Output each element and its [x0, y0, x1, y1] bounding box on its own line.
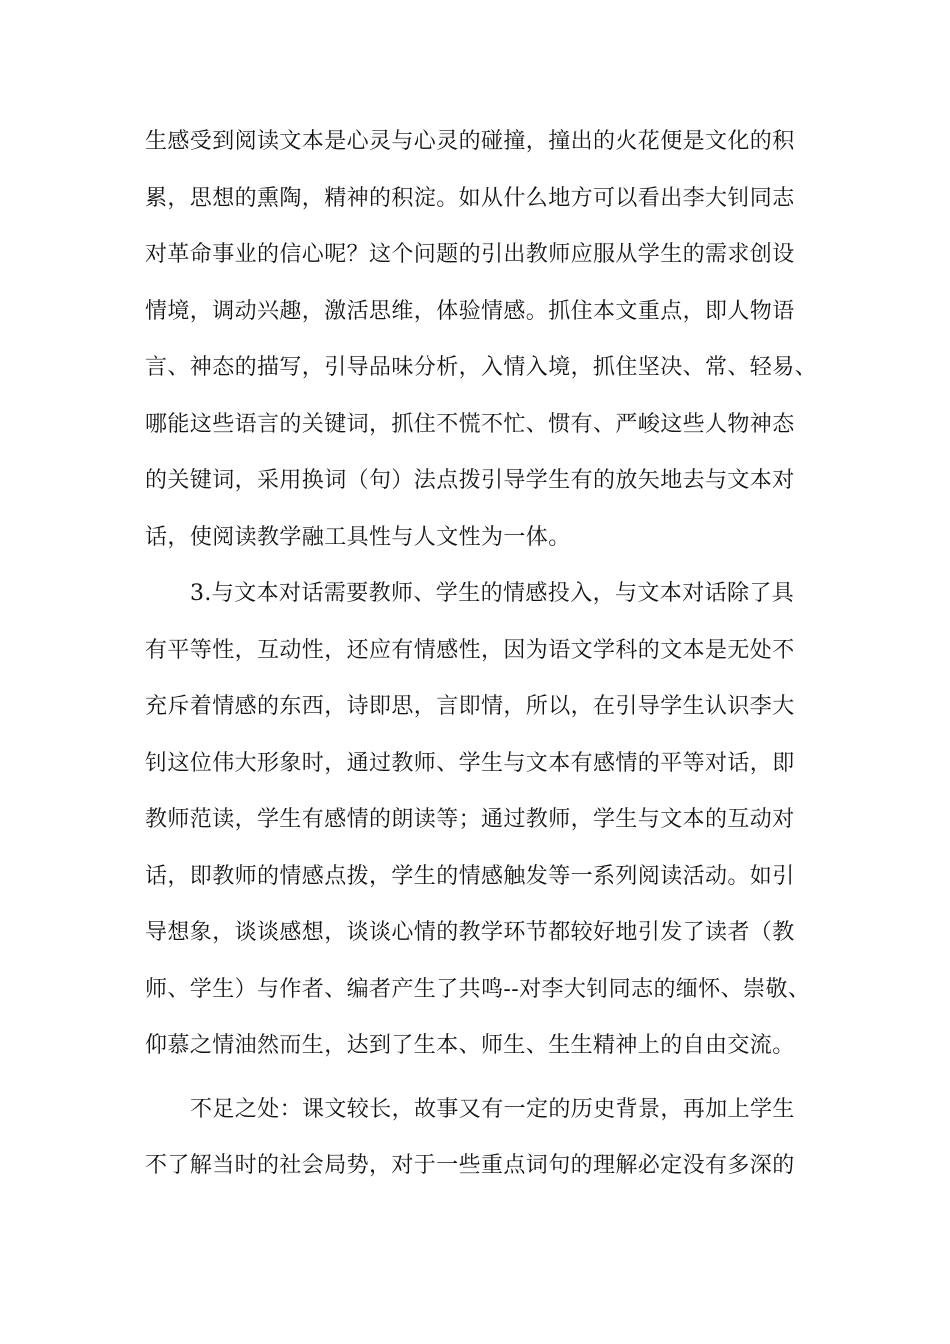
text-line: 有平等性，互动性，还应有情感性，因为语文学科的文本是无处不	[145, 637, 795, 663]
paragraph-point-3	[145, 566, 835, 1075]
body-text	[145, 114, 835, 1195]
text-line: 3.与文本对话需要教师、学生的情感投入，与文本对话除了具	[190, 581, 795, 606]
text-line: 师、学生）与作者、编者产生了共鸣--对李大钊同志的缅怀、崇敬、	[145, 976, 811, 1002]
text-line: 不了解当时的社会局势，对于一些重点词句的理解必定没有多深的	[145, 1153, 795, 1178]
text-line: 累，思想的熏陶，精神的积淀。如从什么地方可以看出李大钊同志	[145, 185, 795, 211]
text-line: 哪能这些语言的关键词，抓住不慌不忙、惯有、严峻这些人物神态	[145, 411, 795, 437]
paragraph-continuation	[145, 114, 835, 566]
text-line: 仰慕之情油然而生，达到了生本、师生、生生精神上的自由交流。	[145, 1033, 795, 1058]
text-line: 充斥着情感的东西，诗即思，言即情，所以，在引导学生认识李大	[145, 694, 795, 719]
text-line: 导想象，谈谈感想，谈谈心情的教学环节都较好地引发了读者（教	[145, 920, 795, 945]
text-line: 钊这位伟大形象时，通过教师、学生与文本有感情的平等对话，即	[145, 750, 795, 776]
text-line: 言、神态的描写，引导品味分析，入情入境，抓住坚决、常、轻易、	[145, 355, 818, 380]
text-line: 话，即教师的情感点拨，学生的情感触发等一系列阅读活动。如引	[145, 863, 795, 889]
text-line: 的关键词，采用换词（句）法点拨引导学生有的放矢地去与文本对	[145, 468, 795, 493]
text-line: 生感受到阅读文本是心灵与心灵的碰撞，撞出的火花便是文化的积	[145, 129, 795, 154]
text-line: 情境，调动兴趣，激活思维，体验情感。抓住本文重点，即人物语	[145, 298, 795, 324]
text-line: 话，使阅读教学融工具性与人文性为一体。	[145, 524, 571, 550]
text-line: 不足之处：课文较长，故事又有一定的历史背景，再加上学生	[190, 1096, 795, 1122]
text-line: 对革命事业的信心呢？这个问题的引出教师应服从学生的需求创设	[145, 242, 795, 267]
paragraph-shortcomings	[145, 1082, 835, 1195]
text-line: 教师范读，学生有感情的朗读等；通过教师，学生与文本的互动对	[145, 807, 795, 832]
